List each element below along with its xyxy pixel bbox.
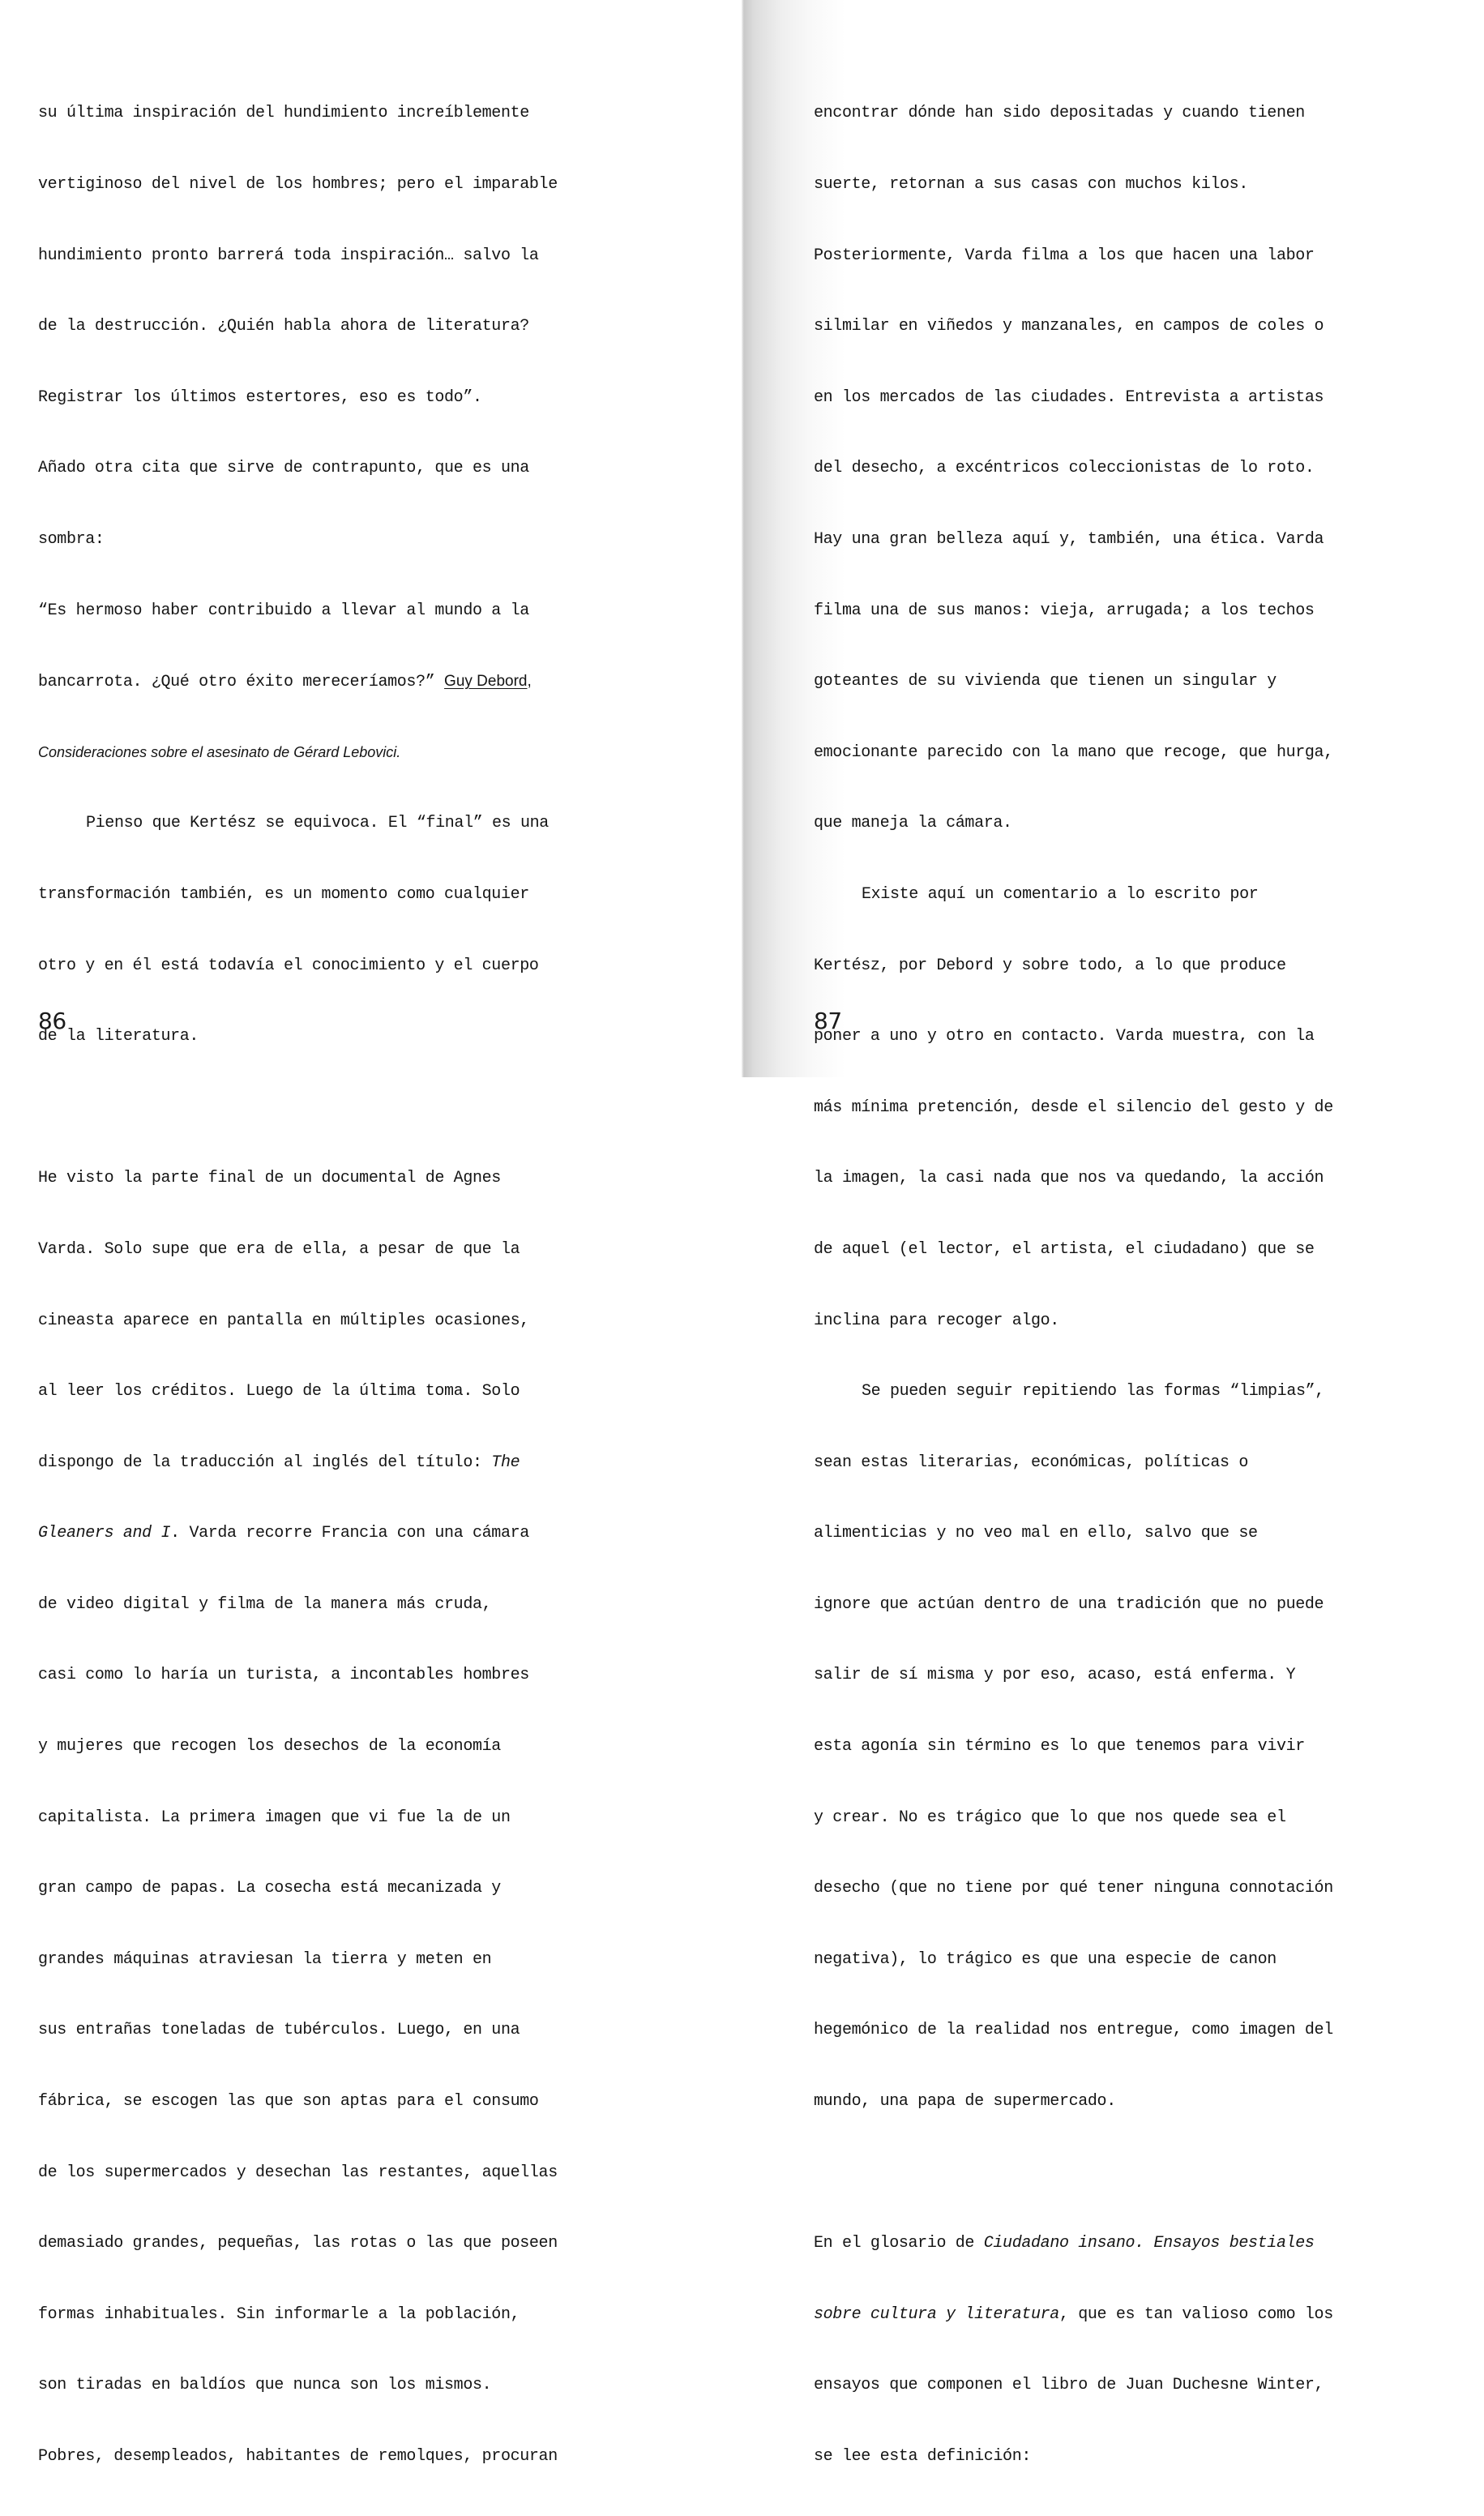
- text-line: salir de sí misma y por eso, acaso, está enferma. Y: [814, 1666, 1296, 1685]
- text-line: silmilar en viñedos y manzanales, en campos de coles o: [814, 317, 1324, 336]
- text-line: goteantes de su vivienda que tienen un singular y: [814, 672, 1277, 691]
- text-line: son tiradas en baldíos que nunca son los mismos.: [38, 2376, 492, 2395]
- text-line: su última inspiración del hundimiento increíblemente: [38, 104, 529, 123]
- text-run: dispongo de la traducción al inglés del título:: [38, 1453, 492, 1472]
- text-line: de la literatura.: [38, 1027, 199, 1046]
- text-line: del desecho, a excéntricos coleccionistas de lo roto.: [814, 459, 1315, 478]
- text-line: Pienso que Kertész se equivoca. El “final” es una: [86, 814, 549, 833]
- text-line: más mínima pretención, desde el silencio del gesto y de: [814, 1098, 1333, 1117]
- text-line: emocionante parecido con la mano que recoge, que hurga,: [814, 742, 1333, 762]
- quote-line: [38, 670, 558, 693]
- text-line: Varda. Solo supe que era de ella, a pesar de que la: [38, 1239, 520, 1259]
- text-line: Hay una gran belleza aquí y, también, una ética. Varda: [814, 529, 1324, 549]
- left-page-body: [38, 54, 558, 2516]
- text-line: He visto la parte final de un documental de Agnes: [38, 1169, 501, 1188]
- text-line: que maneja la cámara.: [814, 814, 1012, 833]
- text-line: poner a uno y otro en contacto. Varda muestra, con la: [814, 1027, 1315, 1046]
- page-number-left: 86: [38, 1008, 66, 1034]
- text-line: de video digital y filma de la manera más cruda,: [38, 1594, 492, 1614]
- film-title: Gleaners and I: [38, 1524, 171, 1543]
- text-line: de aquel (el lector, el artista, el ciudadano) que se: [814, 1239, 1315, 1259]
- text-line: Pobres, desempleados, habitantes de remolques, procuran: [38, 2447, 558, 2466]
- text-line: [814, 2231, 1333, 2255]
- text-run: , que es tan valioso como los: [1058, 2304, 1333, 2324]
- text-line: sus entrañas toneladas de tubérculos. Luego, en una: [38, 2021, 520, 2040]
- guy-debord-link[interactable]: Guy Debord: [444, 673, 528, 691]
- text-line: Registrar los últimos estertores, eso es todo”.: [38, 387, 482, 407]
- text-line: esta agonía sin término es lo que tenemos para vivir: [814, 1737, 1305, 1756]
- page-number-right: 87: [814, 1008, 842, 1034]
- quote-text: bancarrota. ¿Qué otro éxito mereceríamos?”: [38, 673, 445, 692]
- text-line: y crear. No es trágico que lo que nos quede sea el: [814, 1808, 1286, 1827]
- text-line: transformación también, es un momento como cualquier: [38, 884, 529, 904]
- text-line: otro y en él está todavía el conocimiento y el cuerpo: [38, 956, 539, 975]
- left-page: [0, 0, 744, 2466]
- text-line: Existe aquí un comentario a lo escrito por: [862, 884, 1259, 904]
- paragraph-gap: [38, 1096, 558, 1119]
- text-line: sean estas literarias, económicas, políticas o: [814, 1453, 1248, 1472]
- text-line: mundo, una papa de supermercado.: [814, 2092, 1116, 2112]
- text-line: casi como lo haría un turista, a incontables hombres: [38, 1666, 529, 1685]
- text-line: formas inhabituales. Sin informarle a la población,: [38, 2304, 520, 2324]
- paragraph-gap: [814, 2161, 1333, 2184]
- text-line: hundimiento pronto barrerá toda inspiración… salvo la: [38, 246, 539, 265]
- text-line: ignore que actúan dentro de una tradición que no puede: [814, 1594, 1324, 1614]
- text-line: suerte, retornan a sus casas con muchos kilos.: [814, 175, 1248, 194]
- text-line: alimenticias y no veo mal en ello, salvo que se: [814, 1524, 1258, 1543]
- text-line: de la destrucción. ¿Quién habla ahora de literatura?: [38, 317, 529, 336]
- text-line: encontrar dónde han sido depositadas y cuando tienen: [814, 104, 1305, 123]
- text-line: Posteriormente, Varda filma a los que hacen una labor: [814, 246, 1315, 265]
- text-line: cineasta aparece en pantalla en múltiples ocasiones,: [38, 1311, 529, 1330]
- text-run: En el glosario de: [814, 2234, 984, 2253]
- text-line: hegemónico de la realidad nos entregue, como imagen del: [814, 2021, 1333, 2040]
- source-citation: Consideraciones sobre el asesinato de Gérard Lebovici.: [38, 743, 401, 760]
- right-page-body: [814, 54, 1333, 2492]
- quote-line: “Es hermoso haber contribuido a llevar al mundo a la: [38, 601, 529, 620]
- text-line: Añado otra cita que sirve de contrapunto, que es una: [38, 459, 529, 478]
- text-line: en los mercados de las ciudades. Entrevista a artistas: [814, 387, 1324, 407]
- text-line: vertiginoso del nivel de los hombres; pero el imparable: [38, 175, 558, 194]
- comma: ,: [527, 673, 532, 691]
- film-title: The: [491, 1453, 520, 1472]
- text-line: grandes máquinas atraviesan la tierra y meten en: [38, 1949, 492, 1969]
- text-line: y mujeres que recogen los desechos de la economía: [38, 1737, 501, 1756]
- text-line: demasiado grandes, pequeñas, las rotas o las que poseen: [38, 2234, 558, 2253]
- text-line: filma una de sus manos: vieja, arrugada; a los techos: [814, 601, 1315, 620]
- text-line: negativa), lo trágico es que una especie de canon: [814, 1949, 1277, 1969]
- book-title: Ciudadano insano. Ensayos bestiales: [983, 2234, 1315, 2253]
- text-line: sombra:: [38, 529, 105, 549]
- text-line: se lee esta definición:: [814, 2447, 1031, 2466]
- text-line: fábrica, se escogen las que son aptas para el consumo: [38, 2092, 539, 2112]
- book-title: sobre cultura y literatura: [814, 2304, 1059, 2324]
- text-line: de los supermercados y desechan las restantes, aquellas: [38, 2163, 558, 2182]
- text-line: Se pueden seguir repitiendo las formas “limpias”,: [862, 1382, 1324, 1401]
- text-line: la imagen, la casi nada que nos va quedando, la acción: [814, 1169, 1324, 1188]
- text-line: capitalista. La primera imagen que vi fue la de un: [38, 1808, 511, 1827]
- text-run: . Varda recorre Francia con una cámara: [170, 1524, 529, 1543]
- text-line: gran campo de papas. La cosecha está mecanizada y: [38, 1879, 501, 1898]
- text-line: ensayos que componen el libro de Juan Duchesne Winter,: [814, 2376, 1324, 2395]
- text-line: inclina para recoger algo.: [814, 1311, 1059, 1330]
- text-line: al leer los créditos. Luego de la última toma. Solo: [38, 1382, 520, 1401]
- text-line: [814, 2303, 1333, 2326]
- text-line: [38, 1451, 558, 1474]
- text-line: Kertész, por Debord y sobre todo, a lo que produce: [814, 956, 1286, 975]
- text-line: desecho (que no tiene por qué tener ninguna connotación: [814, 1879, 1333, 1898]
- text-line: [38, 1521, 558, 1545]
